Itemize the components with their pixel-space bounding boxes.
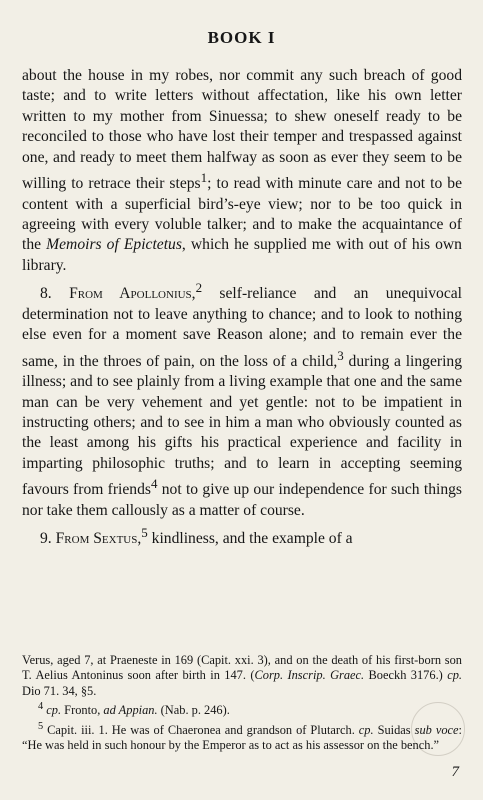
footnote-marker: 5 xyxy=(38,720,44,732)
footnote-italic: cp. xyxy=(46,703,62,718)
section-9 xyxy=(22,523,462,550)
running-title: BOOK I xyxy=(207,28,276,47)
footnote-italic: cp. xyxy=(447,668,462,683)
footnote-text: Boeckh 3176.) xyxy=(364,668,448,683)
footnotes xyxy=(22,653,462,754)
footnote-text: (Nab. p. 246). xyxy=(157,703,230,718)
footnote-text: Dio 71. 34, §5. xyxy=(22,683,97,698)
footnote-text: : “He was held in such honour by the Emperor as to act as his assessor on the bench.” xyxy=(22,722,462,753)
text-run: about the house in my robes, nor commit any such breach of good taste; and to write letters without affectation, like his own letter written to my mother from Sinuessa; to shew oneself ready to be reconciled to those who have lost their temper and trespassed against one, and ready to meet them halfway as soon as ever they seem to be willing to retrace their steps xyxy=(22,67,462,193)
footnote-marker: 4 xyxy=(38,701,44,713)
footnote-text: Capit. iii. 1. He was of Chaeronea and grandson of Plutarch. xyxy=(43,722,359,737)
library-stamp-mark xyxy=(411,702,465,756)
footnote-text: Verus, aged 7, at Praeneste in 169 (Capit. xxi. 3), and on the death of his first-born son T. Aelius Antoninus soon after birth in 147. ( xyxy=(22,653,462,683)
footnote-ref: 3 xyxy=(337,347,344,363)
footnote-italic: ad Appian. xyxy=(103,703,158,718)
section-heading: From Sextus, xyxy=(55,530,142,548)
footnote-italic: sub voce xyxy=(414,722,459,737)
footnote-continuation xyxy=(22,653,462,699)
main-text xyxy=(22,66,462,550)
footnote-ref: 2 xyxy=(195,280,203,296)
section-8 xyxy=(22,278,462,521)
text-run: , which he supplied me with out of his own library. xyxy=(22,236,462,274)
text-run: kindliness, and the example of a xyxy=(147,530,353,548)
text-run: during a lingering illness; and to see plainly from a living example that one and the same man can be very vehement and yet gentle: not to be impatient in instructing others; and to see in him a man who obviously counted as the least among his gifts his practical experience and facility in imparting philosophic truths; and to learn in accepting seeming favours from friends xyxy=(22,352,462,499)
footnote-ref: 4 xyxy=(150,476,158,492)
section-heading: From Apollonius, xyxy=(69,285,196,303)
footnote-italic: Corp. Inscrip. Graec. xyxy=(254,668,365,683)
footnote-italic: cp. xyxy=(358,722,374,737)
footnote-text: Suidas xyxy=(373,722,415,737)
section-number: 8. xyxy=(40,285,52,303)
text-run: ; to read with minute care and not to be content with a superficial bird’s-eye view; nor to be too quick in agreeing with every voluble talker; and to make the acquaintance of the xyxy=(22,175,462,254)
paragraph-continuation xyxy=(22,66,462,276)
footnote-text: Fronto, xyxy=(61,703,104,718)
page-number: 7 xyxy=(451,764,459,780)
footnote-4 xyxy=(22,699,462,719)
italic-title: Memoirs of Epictetus xyxy=(46,236,182,254)
section-number: 9. xyxy=(40,530,52,548)
text-run: self-reliance and an unequivocal determination not to leave anything to chance; and to look to nothing else even for a moment save Reason alone; and to remain ever the same, in the throes of pain, on the loss of a child, xyxy=(22,285,462,370)
text-run: not to give up our independence for such things nor take them callously as a matter of course. xyxy=(22,481,462,519)
footnote-5 xyxy=(22,719,462,754)
footnote-ref: 5 xyxy=(141,525,148,541)
footnote-ref: 1 xyxy=(200,170,208,186)
